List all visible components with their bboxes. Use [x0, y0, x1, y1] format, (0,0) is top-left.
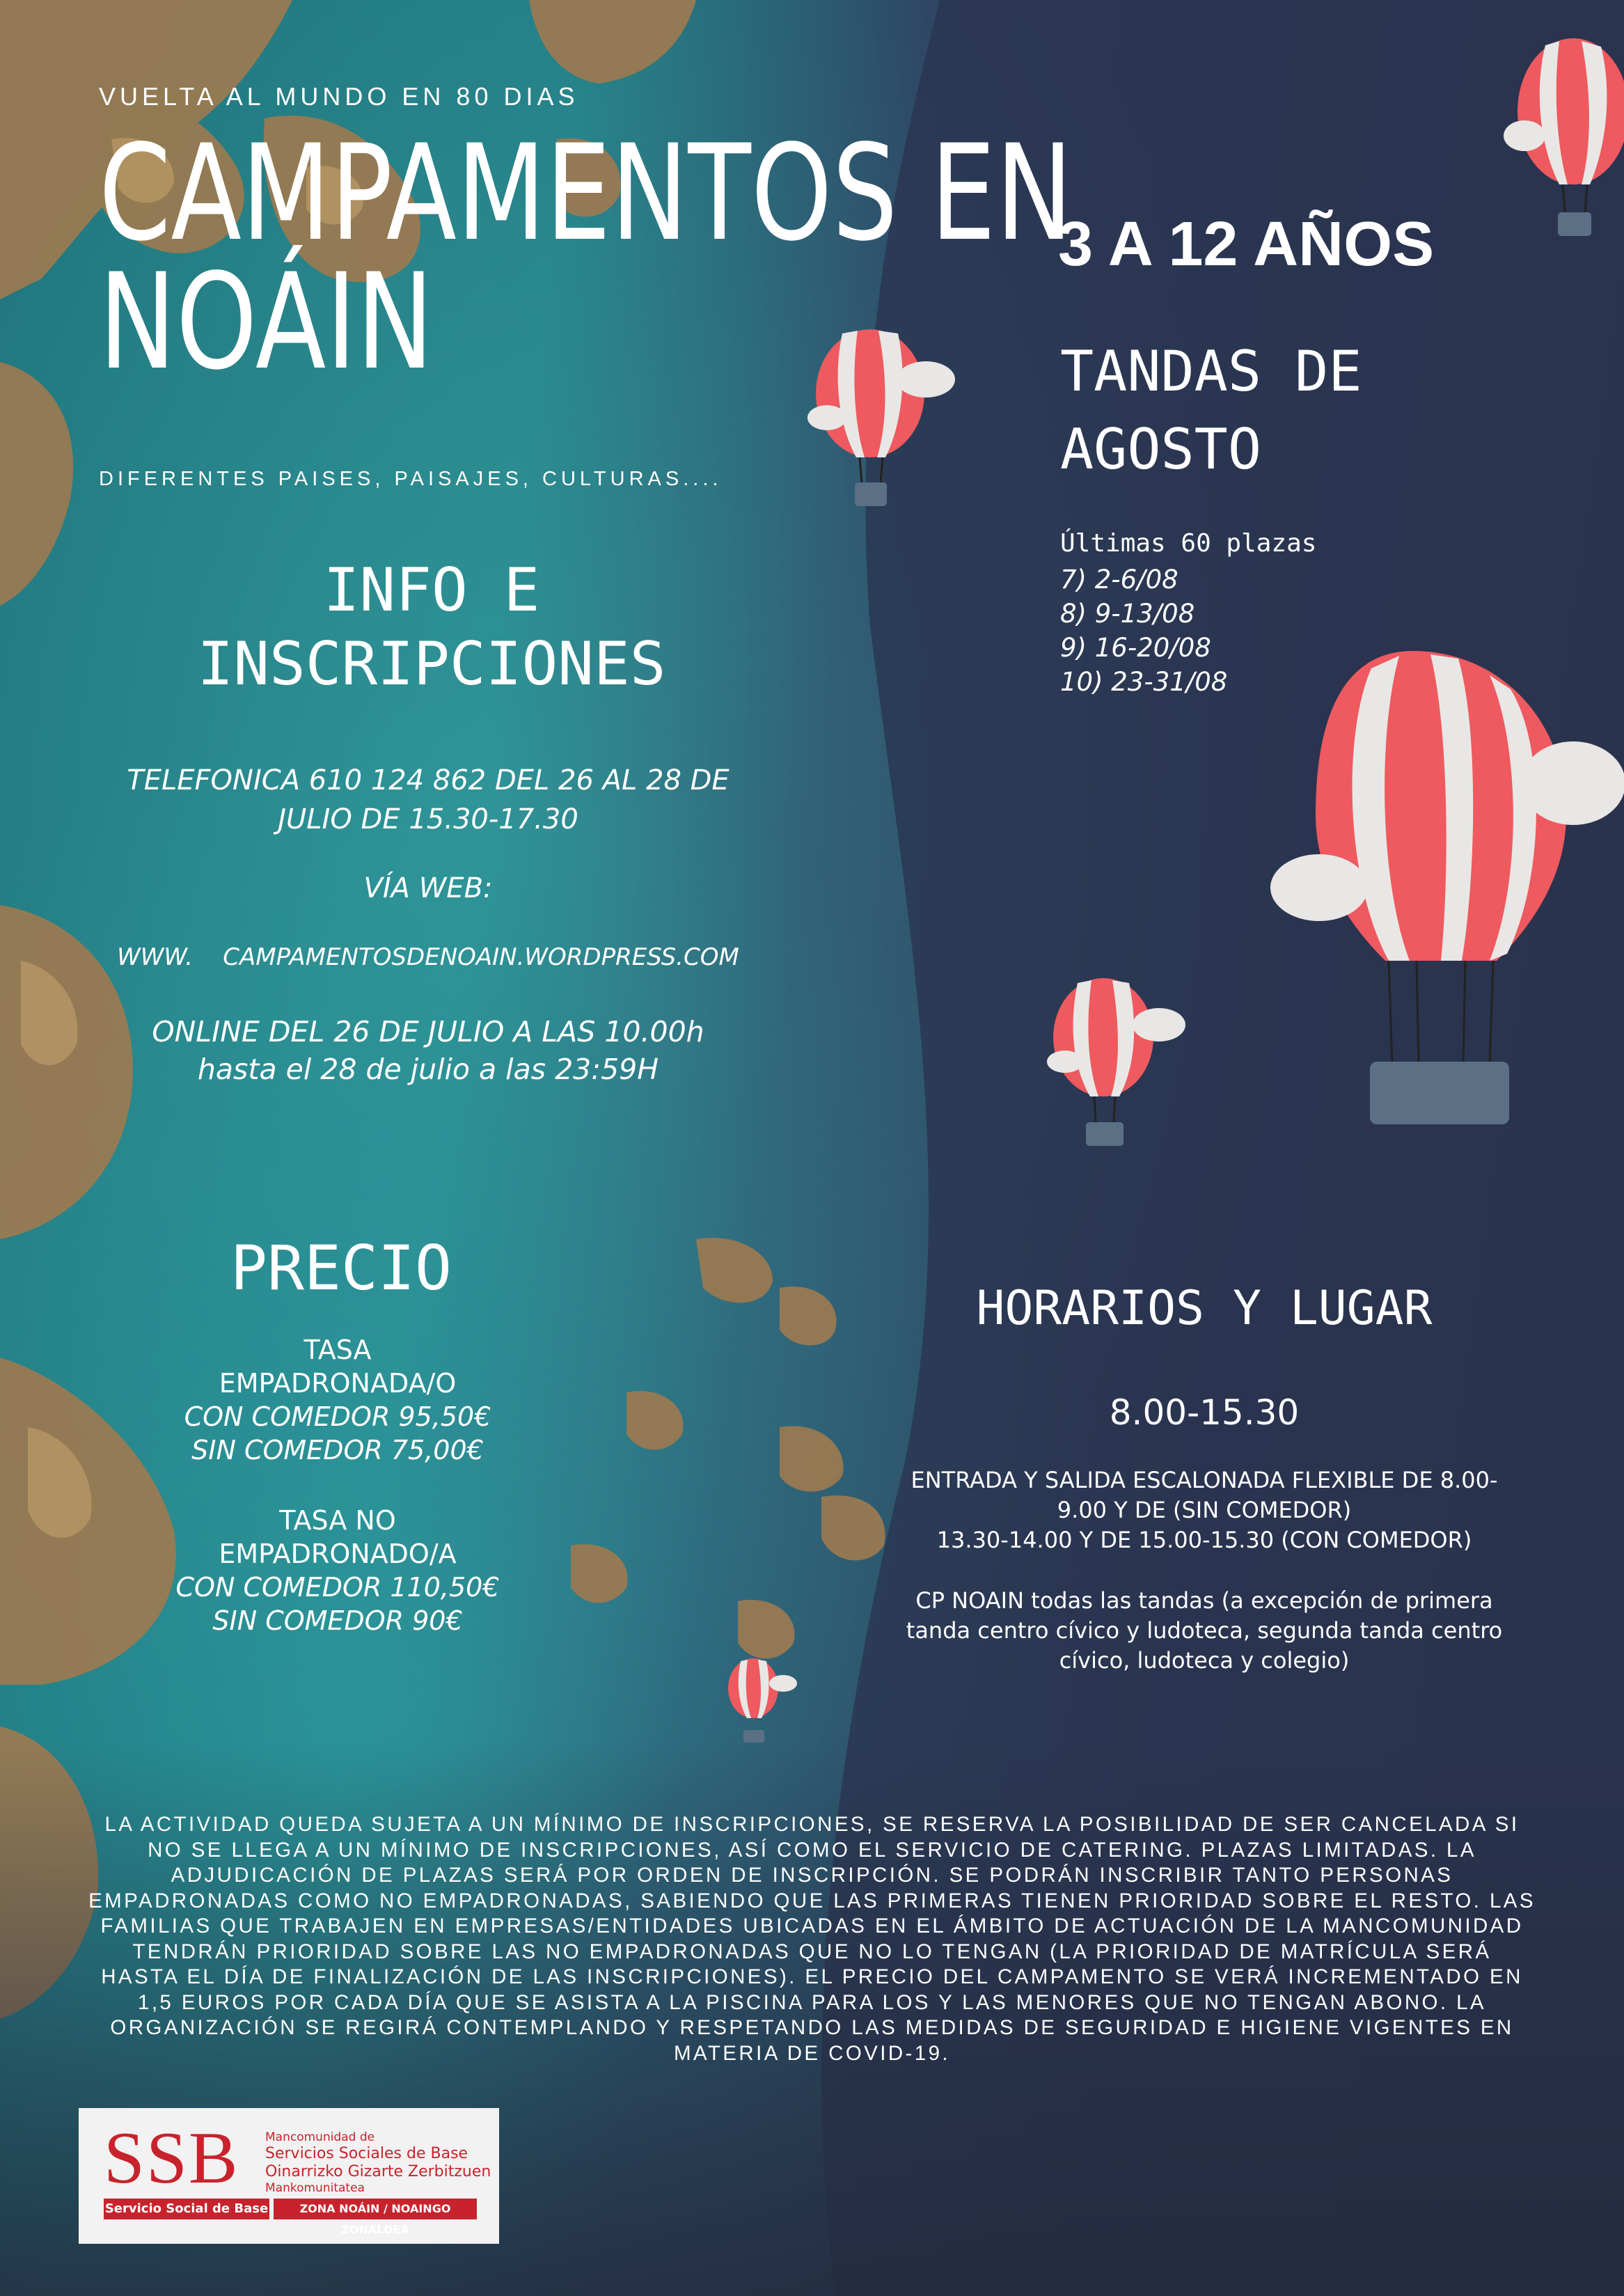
- online-dates: [84, 1013, 773, 1088]
- tasa-empadronada: [139, 1333, 536, 1467]
- tasa2-line-2: EMPADRONADO/A: [219, 1539, 457, 1569]
- hot-air-balloon-tiny-bottom: [724, 1657, 797, 1747]
- lugar-line-3: cívico, ludoteca y colegio): [1059, 1647, 1350, 1674]
- disclaimer-line: ADJUDICACIÓN DE PLAZAS SERÁ POR ORDEN DE INSCRIPCIÓN. SE PODRÁN INSCRIBIR TANTO PERSONAS: [171, 1864, 1453, 1887]
- title-line-1: CAMPAMENTOS EN: [99, 116, 1073, 270]
- tandas-heading-line-2: AGOSTO: [1060, 417, 1261, 482]
- tanda-item: 7) 2-6/08: [1060, 565, 1178, 595]
- tasa1-line-2: EMPADRONADA/O: [219, 1368, 457, 1399]
- entrada-line-1: ENTRADA Y SALIDA ESCALONADA FLEXIBLE DE 8.00-: [910, 1467, 1498, 1493]
- subtitle: DIFERENTES PAISES, PAISAJES, CULTURAS....: [99, 468, 723, 490]
- disclaimer-line: 1,5 EUROS POR CADA DÍA QUE SE ASISTA A LA PISCINA PARA LOS Y LAS MENORES QUE NO TENGAN ABONO. LA: [138, 1990, 1486, 2014]
- info-phone: [84, 761, 773, 839]
- hot-air-balloon-large-right: [1267, 647, 1624, 1128]
- tasa1-con-comedor: CON COMEDOR 95,50€: [184, 1401, 491, 1432]
- phone-line-2: JULIO DE 15.30-17.30: [278, 803, 578, 835]
- tasa1-line-1: TASA: [303, 1335, 372, 1365]
- web-url-link[interactable]: WWW. CAMPAMENTOSDENOAIN.WORDPRESS.COM: [117, 943, 739, 971]
- entrada-line-2: 9.00 Y DE (SIN COMEDOR): [1057, 1497, 1352, 1523]
- tanda-item: 8) 9-13/08: [1060, 599, 1195, 629]
- online-line-1: ONLINE DEL 26 DE JULIO A LAS 10.00h: [152, 1015, 704, 1048]
- hot-air-balloon-top-right: [1504, 31, 1624, 244]
- disclaimer-line: FAMILIAS QUE TRABAJEN EN EMPRESAS/ENTIDADES UBICADAS EN EL ÁMBITO DE ACTUACIÓN DE LA MANCOMUNIDAD: [100, 1914, 1524, 1937]
- disclaimer-line: HASTA EL DÍA DE FINALIZACIÓN DE LAS INSCRIPCIONES). EL PRECIO DEL CAMPAMENTO SE VERÁ INCREMENTADO EN: [101, 1965, 1523, 1988]
- disclaimer-line: ORGANIZACIÓN SE REGIRÁ CONTEMPLANDO Y RESPETANDO LAS MEDIDAS DE SEGURIDAD E HIGIENE VIGENTES EN: [110, 2016, 1514, 2039]
- disclaimer-line: NO SE LLEGA A UN MÍNIMO DE INSCRIPCIONES, ASÍ COMO EL SERVICIO DE CATERING. PLAZAS LIMITADAS. LA: [148, 1838, 1476, 1862]
- disclaimer-line: MATERIA DE COVID-19.: [674, 2041, 950, 2065]
- disclaimer-line: TENDRÁN PRIORIDAD SOBRE LAS NO EMPADRONADAS QUE NO LO TENGAN (LA PRIORIDAD DE MATRÍCULA SERÁ: [132, 1940, 1492, 1963]
- tanda-item: 10) 23-31/08: [1060, 667, 1228, 697]
- horario-time: 8.00-15.30: [1109, 1392, 1300, 1433]
- horarios-heading: HORARIOS Y LUGAR: [976, 1281, 1433, 1336]
- page-title: [99, 116, 1073, 399]
- age-range: 3 A 12 AÑOS: [1058, 210, 1435, 279]
- tandas-list: [1060, 563, 1227, 699]
- tandas-heading-line-1: TANDAS DE: [1060, 339, 1362, 404]
- info-heading-line-2: INSCRIPCIONES: [197, 629, 666, 699]
- lugar: [870, 1586, 1538, 1676]
- tasa1-sin-comedor: SIN COMEDOR 75,00€: [191, 1435, 484, 1465]
- disclaimer: [21, 1812, 1603, 2066]
- tasa-no-empadronada: [139, 1504, 536, 1637]
- logo-line-3: Oinarrizko Gizarte Zerbitzuen: [265, 2163, 491, 2180]
- ssb-logo: [79, 2108, 499, 2244]
- tagline: VUELTA AL MUNDO EN 80 DIAS: [99, 82, 579, 111]
- web-label: VÍA WEB:: [363, 872, 493, 904]
- disclaimer-line: LA ACTIVIDAD QUEDA SUJETA A UN MÍNIMO DE INSCRIPCIONES, SE RESERVA LA POSIBILIDAD DE SER CANCELADA SI: [104, 1813, 1520, 1836]
- entrada-line-3: 13.30-14.00 Y DE 15.00-15.30 (CON COMEDOR): [936, 1527, 1472, 1553]
- logo-bar-left: Servicio Social de Base: [104, 2199, 269, 2219]
- logo-line-2: Servicios Sociales de Base: [265, 2145, 468, 2162]
- info-heading: [118, 553, 745, 701]
- ssb-acronym: SSB: [104, 2117, 239, 2199]
- logo-bar-right: ZONA NOÁIN / NOAINGO ZONALDEA: [274, 2199, 477, 2219]
- tasa2-con-comedor: CON COMEDOR 110,50€: [175, 1572, 500, 1603]
- precio-heading: PRECIO: [230, 1232, 452, 1304]
- info-heading-line-1: INFO E: [323, 556, 540, 625]
- lugar-line-1: CP NOAIN todas las tandas (a excepción de primera: [915, 1587, 1493, 1614]
- entrada-salida: [870, 1465, 1538, 1555]
- title-line-2: NOÁIN: [99, 245, 434, 399]
- disclaimer-line: EMPADRONADAS COMO NO EMPADRONADAS, SABIENDO QUE LAS PRIMERAS TIENEN PRIORIDAD SOBRE EL RESTO. LAS: [88, 1889, 1536, 1912]
- hot-air-balloon-small-mid: [1044, 975, 1187, 1149]
- places-remaining: Últimas 60 plazas: [1060, 529, 1317, 558]
- logo-line-4: Mankomunitatea: [265, 2181, 365, 2195]
- tanda-item: 9) 16-20/08: [1060, 633, 1211, 663]
- tasa2-sin-comedor: SIN COMEDOR 90€: [212, 1605, 463, 1636]
- tasa2-line-1: TASA NO: [279, 1505, 396, 1536]
- online-line-2: hasta el 28 de julio a las 23:59H: [197, 1053, 659, 1086]
- tandas-heading: [1060, 333, 1362, 489]
- logo-text: [265, 2130, 491, 2196]
- phone-line-1: TELEFONICA 610 124 862 DEL 26 AL 28 DE: [127, 764, 730, 796]
- logo-line-1: Mancomunidad de: [265, 2130, 375, 2144]
- lugar-line-2: tanda centro cívico y ludoteca, segunda tanda centro: [906, 1617, 1503, 1644]
